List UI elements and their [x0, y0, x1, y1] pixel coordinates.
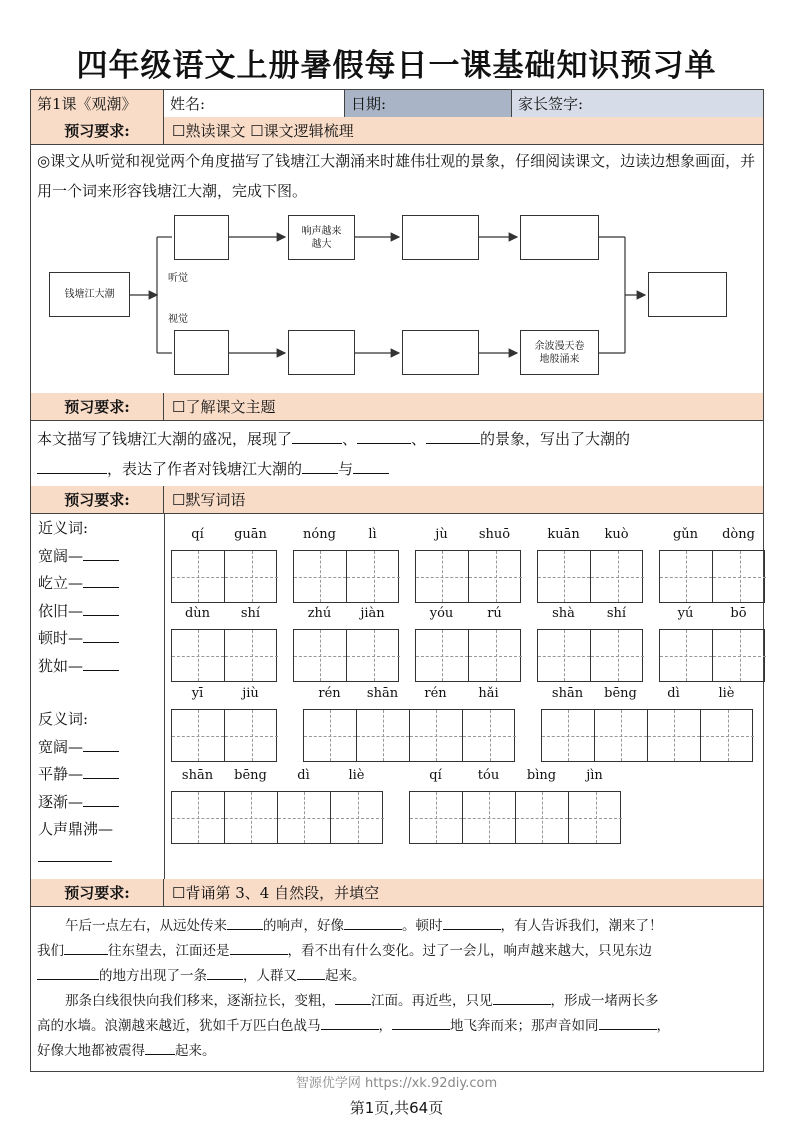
writing-grid[interactable] — [303, 709, 515, 762]
grid-cell[interactable] — [410, 792, 463, 843]
writing-grid[interactable] — [171, 791, 383, 844]
pinyin-label: shān — [181, 768, 214, 783]
pinyin-label: dì — [297, 768, 310, 783]
pinyin-label: nóng — [303, 527, 336, 542]
requirement-text: ☐默写词语 — [164, 486, 763, 513]
grid-cell[interactable] — [225, 792, 278, 843]
section3-requirement-row — [31, 486, 763, 514]
header-row — [31, 90, 763, 118]
recitation-passage: 午后一点左右，从远处传来 的响声，好像 。顿时 ，有人告诉我们，潮来了！ 我们 往东望去，江面还是 ，看不出有什么变化。过了一会儿，响声越来越大，只见东边 的地方出现了一条 ，人群又 起来。 那条白线很快向我们移来，逐渐拉长，变粗， 江面。再近些，只见 ，形成一堵两长多 高的水墙。浪潮越来越近，犹如千万匹白色战马 ， 地飞奔而来；那声音如同 ， 好像大地都被震得 起来。 — [37, 914, 759, 1064]
page-number: 第1页,共64页 — [349, 1099, 444, 1117]
grid-cell[interactable] — [648, 710, 701, 761]
pinyin-label: liè — [348, 768, 365, 783]
flow-root-box: 钱塘江大潮 — [49, 272, 130, 317]
writing-grid[interactable] — [541, 709, 753, 762]
requirement-label: 预习要求: — [31, 393, 164, 420]
pinyin-label: bō — [730, 606, 747, 621]
pinyin-label: qí — [429, 768, 442, 783]
requirement-label: 预习要求: — [31, 117, 164, 144]
blank[interactable] — [353, 455, 389, 474]
grid-cell[interactable] — [416, 630, 469, 681]
theme-paragraph: 本文描写了钱塘江大潮的盛况，展现了 、 、 的景象，写出了大潮的 ，表达了作者对钱塘江大潮的 与 — [37, 424, 759, 484]
synonym-item: 犹如— — [38, 653, 119, 681]
grid-cell[interactable] — [538, 551, 591, 602]
blank[interactable] — [292, 425, 342, 444]
grid-cell[interactable] — [172, 710, 225, 761]
flow-top-box-4[interactable] — [520, 215, 599, 260]
worksheet — [30, 89, 764, 1072]
pinyin-label: shuō — [478, 527, 511, 542]
pinyin-label: rú — [487, 606, 502, 621]
grid-cell[interactable] — [225, 710, 278, 761]
grid-cell[interactable] — [416, 551, 469, 602]
grid-cell[interactable] — [516, 792, 569, 843]
pinyin-label: zhú — [307, 606, 332, 621]
grid-cell[interactable] — [469, 551, 522, 602]
synonym-list: 近义词: 宽阔— 屹立— 依旧— 顿时— 犹如— — [38, 515, 119, 680]
requirement-text: ☐背诵第 3、4 自然段，并填空 — [164, 879, 763, 906]
grid-cell[interactable] — [294, 630, 347, 681]
flow-bottom-box-1[interactable] — [174, 330, 229, 375]
grid-cell[interactable] — [304, 710, 357, 761]
page-title: 四年级语文上册暑假每日一课基础知识预习单 — [76, 48, 717, 84]
grid-cell[interactable] — [713, 630, 766, 681]
flow-top-box-3[interactable] — [402, 215, 479, 260]
name-label: 姓名: — [164, 90, 345, 117]
pinyin-label: shí — [606, 606, 627, 621]
pinyin-label: bēng — [604, 686, 637, 701]
section4-content — [31, 906, 763, 1071]
grid-cell[interactable] — [591, 551, 644, 602]
pinyin-label: dòng — [722, 527, 755, 542]
writing-grid[interactable] — [415, 550, 521, 603]
pinyin-label: yī — [191, 686, 204, 701]
grid-cell[interactable] — [172, 792, 225, 843]
pinyin-label: qí — [191, 527, 204, 542]
section3-content — [31, 513, 763, 880]
flow-diagram-lines — [31, 144, 763, 393]
pinyin-label: hǎi — [478, 686, 499, 701]
writing-grid[interactable] — [171, 550, 277, 603]
sight-label: 视觉 — [168, 314, 188, 325]
pinyin-label: dùn — [184, 606, 211, 621]
antonym-item: 宽阔— — [38, 734, 119, 762]
antonym-item: 平静— — [38, 761, 119, 789]
pinyin-label: guān — [234, 527, 267, 542]
writing-grid[interactable] — [537, 550, 643, 603]
grid-cell[interactable] — [660, 630, 713, 681]
section2-requirement-row — [31, 393, 763, 421]
grid-cell[interactable] — [225, 630, 278, 681]
blank[interactable] — [37, 455, 107, 474]
pinyin-label: kuò — [604, 527, 629, 542]
blank[interactable] — [302, 455, 338, 474]
grid-cell[interactable] — [172, 630, 225, 681]
pinyin-label: jiàn — [360, 606, 385, 621]
grid-cell[interactable] — [660, 551, 713, 602]
flow-bottom-box-3[interactable] — [402, 330, 479, 375]
grid-cell[interactable] — [538, 630, 591, 681]
pinyin-label: jù — [435, 527, 448, 542]
requirement-label: 预习要求: — [31, 486, 164, 513]
writing-grid[interactable] — [293, 550, 399, 603]
writing-grid-area — [31, 513, 763, 879]
pinyin-label: rén — [424, 686, 447, 701]
flow-bottom-box-2[interactable] — [288, 330, 355, 375]
pinyin-label: dì — [667, 686, 680, 701]
section1-instruction: ◎课文从听觉和视觉两个角度描写了钱塘江大潮涌来时雄伟壮观的景象，仔细阅读课文，边读边想象画面，并用一个词来形容钱塘江大潮，完成下图。 — [37, 152, 756, 200]
pinyin-label: bēng — [234, 768, 267, 783]
grid-cell[interactable] — [347, 630, 400, 681]
antonym-item: 人声鼎沸— — [38, 820, 114, 838]
flow-result-box[interactable] — [648, 272, 727, 317]
pinyin-label: tóu — [477, 768, 500, 783]
grid-cell[interactable] — [172, 551, 225, 602]
pinyin-label: kuān — [547, 527, 580, 542]
grid-cell[interactable] — [591, 630, 644, 681]
grid-cell[interactable] — [347, 551, 400, 602]
requirement-label: 预习要求: — [31, 879, 164, 906]
section2-content — [31, 420, 763, 487]
writing-grid[interactable] — [293, 629, 399, 682]
pinyin-label: liè — [718, 686, 735, 701]
writing-grid[interactable] — [171, 629, 277, 682]
pinyin-label: shà — [552, 606, 575, 621]
writing-grid[interactable] — [537, 629, 643, 682]
date-label: 日期: — [345, 90, 512, 117]
antonym-item: 逐渐— — [38, 789, 119, 817]
flow-top-box-2: 响声越来越大 — [288, 215, 355, 260]
grid-cell[interactable] — [331, 792, 384, 843]
writing-grid[interactable] — [415, 629, 521, 682]
pinyin-label: gǔn — [672, 527, 699, 542]
synonym-item: 屹立— — [38, 570, 119, 598]
pinyin-label: shān — [366, 686, 399, 701]
section1-content — [31, 144, 763, 394]
writing-grid[interactable] — [659, 550, 765, 603]
pinyin-label: bìng — [526, 768, 557, 783]
pinyin-label: yóu — [429, 606, 454, 621]
flow-bottom-box-4: 余波漫天卷地般涌来 — [520, 330, 599, 375]
pinyin-label: shí — [240, 606, 261, 621]
grid-cell[interactable] — [569, 792, 622, 843]
synonym-item: 顿时— — [38, 625, 119, 653]
writing-grid[interactable] — [409, 791, 621, 844]
pinyin-label: rén — [318, 686, 341, 701]
parent-signature-label: 家长签字: — [512, 90, 763, 117]
section4-requirement-row — [31, 879, 763, 907]
grid-cell[interactable] — [463, 792, 516, 843]
blank[interactable] — [426, 425, 480, 444]
writing-grid[interactable] — [171, 709, 277, 762]
pinyin-label: yú — [677, 606, 694, 621]
grid-cell[interactable] — [542, 710, 595, 761]
grid-cell[interactable] — [469, 630, 522, 681]
pinyin-label: shān — [551, 686, 584, 701]
grid-cell[interactable] — [357, 710, 410, 761]
pinyin-label: lì — [368, 527, 377, 542]
grid-cell[interactable] — [713, 551, 766, 602]
grid-cell[interactable] — [225, 551, 278, 602]
synonym-item: 宽阔— — [38, 543, 119, 571]
grid-cell[interactable] — [701, 710, 754, 761]
hearing-label: 听觉 — [168, 273, 188, 284]
writing-grid[interactable] — [659, 629, 765, 682]
grid-cell[interactable] — [595, 710, 648, 761]
grid-cell[interactable] — [278, 792, 331, 843]
watermark: 智源优学网 https://xk.92diy.com — [295, 1076, 498, 1091]
lesson-title: 第1课《观潮》 — [31, 90, 164, 117]
grid-cell[interactable] — [463, 710, 516, 761]
blank[interactable] — [357, 425, 411, 444]
requirement-text: ☐了解课文主题 — [164, 393, 763, 420]
antonym-list: 反义词: 宽阔— 平静— 逐渐— 人声鼎沸— — [38, 706, 119, 871]
requirement-text: ☐熟读课文 ☐课文逻辑梳理 — [164, 117, 763, 144]
grid-cell[interactable] — [410, 710, 463, 761]
pinyin-label: jìn — [586, 768, 603, 783]
section1-requirement-row — [31, 117, 763, 145]
flow-top-box-1[interactable] — [174, 215, 229, 260]
synonym-item: 依旧— — [38, 598, 119, 626]
grid-cell[interactable] — [294, 551, 347, 602]
pinyin-label: jiù — [242, 686, 259, 701]
